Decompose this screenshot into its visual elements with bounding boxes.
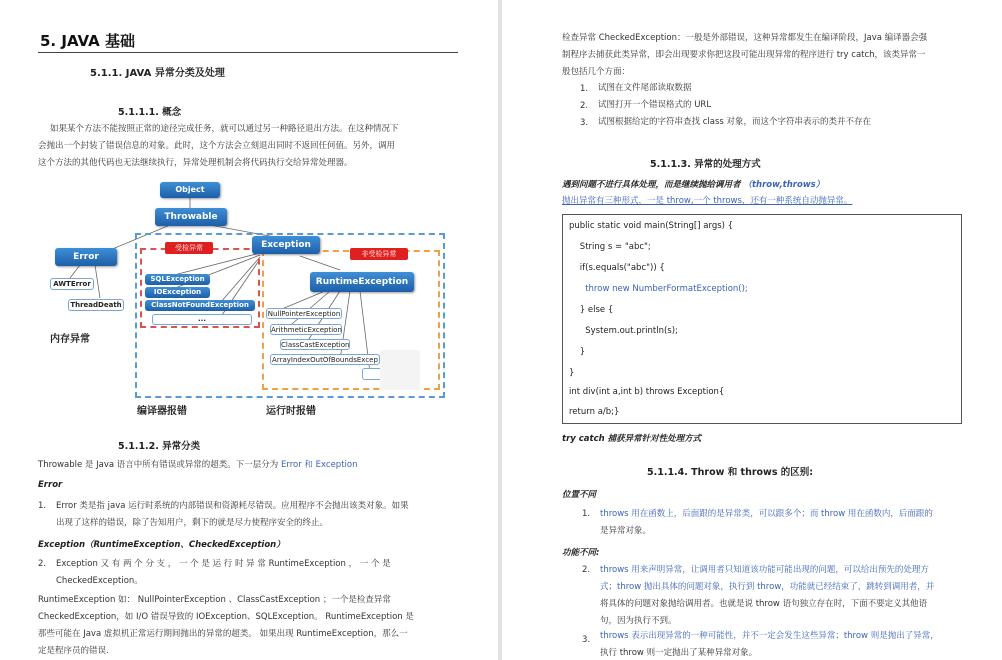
error-heading: Error: [38, 480, 63, 490]
code-block: [562, 214, 962, 424]
awterror-node: AWTError: [50, 278, 94, 290]
memory-label: 内存异常: [50, 334, 90, 345]
code-line: return a/b;}: [569, 407, 620, 417]
classify-intro-link: Error 和 Exception: [281, 460, 358, 470]
function-item-line: 句，因为执行不到。: [600, 616, 677, 626]
runtime-line: CheckedException，如 I/O 错误导致的 IOException、SQLException。 RuntimeException 是: [38, 612, 414, 622]
list-num: 1.: [580, 84, 589, 94]
concept-line: 这个方法的其他代码也无法继续执行，异常处理机制会将代码执行交给异常处理器。: [38, 158, 353, 168]
unchecked-tag: 非受检异常: [350, 248, 408, 260]
compile-label: 编译器报错: [137, 406, 187, 417]
function-item3-line: 执行 throw 则一定抛出了某种异常对象。: [600, 648, 758, 658]
function-item3-line: throws 表示出现异常的一种可能性，并不一定会发生这些异常；throw 则是抛出了异常，: [600, 631, 939, 641]
section-heading: 5.1.1. JAVA 异常分类及处理: [90, 68, 225, 79]
position-item-line: 是异常对象。: [600, 526, 652, 536]
object-node: Object: [160, 182, 220, 198]
exception-hierarchy-diagram: [40, 178, 460, 428]
function-item-line: 将具体的问题对象抛给调用者。也就是说 throw 语句独立存在时，下面不要定义其他语: [600, 599, 928, 609]
subsection-concept: 5.1.1.1. 概念: [118, 107, 182, 118]
arithmetic-node: ArithmeticException: [271, 326, 342, 334]
sqlexception-node: SQLException: [145, 274, 210, 285]
code-line: System.out.println(s);: [569, 326, 678, 336]
classify-intro: [38, 457, 357, 474]
error-item-line: 出现了这样的错误，除了告知用户，剩下的就是尽力使程序安全的终止。: [56, 518, 329, 528]
image-blank-area: [380, 350, 420, 390]
checked-paragraph: [562, 30, 982, 81]
chapter-title: 5. JAVA 基础: [40, 32, 135, 50]
exception-node: Exception: [252, 236, 320, 254]
subsection-handle: 5.1.1.3. 异常的处理方式: [650, 159, 761, 170]
handle-heading: [562, 178, 824, 190]
classcast-node: ClassCastException: [281, 341, 350, 349]
error-item-line: Error 类是指 java 运行时系统的内部错误和资源耗尽错误。应用程序不会抛出该类对象。如果: [56, 501, 409, 511]
trycatch-heading: try catch 捕获异常针对性处理方式: [562, 434, 702, 444]
code-line: int div(int a,int b) throws Exception{: [569, 387, 725, 397]
function-item: [600, 562, 985, 630]
code-line: String s = "abc";: [569, 242, 651, 252]
concept-line: 如果某个方法不能按照正常的途径完成任务，就可以通过另一种路径退出方法。在这种情况下: [50, 124, 399, 134]
function-item-num: 2.: [582, 565, 591, 575]
list-item: 试图在文件尾部读取数据: [598, 83, 692, 93]
npe-node: NullPointerException: [267, 310, 341, 318]
function-item3-num: 3.: [582, 635, 591, 645]
classify-intro-text: Throwable 是 Java 语言中所有错误或异常的超类。下一层分为: [38, 460, 279, 470]
function-item-line: 式；throw 抛出具体的问题对象，执行到 throw，功能就已经结束了，跳转到调用者，并: [600, 582, 935, 592]
list-item: 试图打开一个错误格式的 URL: [598, 100, 712, 110]
list-num: 3.: [580, 118, 589, 128]
checked-line: 检查异常 CheckedException：一般是外部错误，这种异常都发生在编译阶段，Java 编译器会强: [562, 33, 928, 43]
title-rule: [38, 52, 458, 53]
function-item3: [600, 628, 985, 660]
runtime-line: 那些可能在 Java 虚拟机正常运行期间抛出的异常的超类。 如果出现 RuntimeException，那么一: [38, 629, 408, 639]
position-item: [600, 506, 980, 540]
position-item-num: 1.: [582, 509, 591, 519]
checked-line: 制程序去捕获此类异常，即会出现要求你把这段可能出现异常的程序进行 try catch，该类异常一: [562, 50, 926, 60]
code-line: throw new NumberFormatException();: [569, 284, 748, 294]
list-item: 试图根据给定的字符串查找 class 对象，而这个字符串表示的类并不存在: [598, 117, 872, 127]
concept-line: 会抛出一个封装了错误信息的对象。此时，这个方法会立刻退出同时不返回任何值。另外，调用: [38, 141, 396, 151]
exception-item: [56, 556, 466, 590]
throwable-node: Throwable: [155, 208, 227, 226]
position-item-line: throws 用在函数上，后面跟的是异常类，可以跟多个；而 throw 用在函数内，后面跟的: [600, 509, 933, 519]
threaddeath-node: ThreadDeath: [68, 299, 124, 311]
right-page: [502, 0, 1002, 660]
subsection-diff: 5.1.1.4. Throw 和 throws 的区别:: [647, 467, 814, 478]
subsection-classify: 5.1.1.2. 异常分类: [118, 441, 201, 452]
error-node: Error: [55, 248, 117, 266]
exception-item-line: Exception 又 有 两 个 分 支 ， 一 个 是 运 行 时 异 常 RuntimeException ， 一 个 是: [56, 559, 391, 569]
left-page: [0, 0, 498, 660]
checked-line: 般包括几个方面：: [562, 67, 631, 77]
code-line: public static void main(String[] args) {: [569, 221, 734, 231]
exception-item-line: CheckedException。: [56, 576, 143, 586]
exception-heading: Exception（RuntimeException、CheckedException）: [38, 540, 285, 550]
handle-heading-text: 遇到问题不进行具体处理，而是继续抛给调用者: [562, 180, 741, 190]
error-item-num: 1.: [38, 501, 47, 511]
code-line: } else {: [569, 305, 614, 315]
error-item: [56, 498, 466, 532]
runtime-line: 定是程序员的错误.: [38, 646, 109, 656]
classnotfound-node: ClassNotFoundException: [145, 300, 255, 311]
checked-tag: 受检异常: [165, 242, 213, 254]
runtime-label: 运行时报错: [266, 406, 316, 417]
position-heading: 位置不同: [562, 490, 597, 500]
exception-item-num: 2.: [38, 559, 47, 569]
function-item-line: throws 用来声明异常，让调用者只知道该功能可能出现的问题，可以给出预先的处理方: [600, 565, 929, 575]
handle-heading-blue: （throw,throws）: [743, 180, 825, 190]
checked-more-node: ...: [152, 314, 252, 325]
concept-paragraph: [38, 121, 463, 172]
ioexception-node: IOException: [145, 287, 210, 298]
code-line: }: [569, 368, 575, 378]
runtime-paragraph: [38, 592, 468, 660]
function-heading: 功能不同:: [562, 548, 600, 558]
list-num: 2.: [580, 101, 589, 111]
runtime-exception-node: RuntimeException: [310, 272, 414, 292]
arrayindex-node: ArrayIndexOutOfBoundsExcep: [270, 354, 380, 365]
handle-subtitle: 抛出异常有三种形式，一是 throw,一个 throws，还有一种系统自动抛异常。: [562, 196, 853, 206]
code-line: if(s.equals("abc")) {: [569, 263, 665, 273]
runtime-line: RuntimeException 如： NullPointerException 、ClassCastException ；一个是检查异常: [38, 595, 391, 605]
code-line: }: [569, 347, 586, 357]
